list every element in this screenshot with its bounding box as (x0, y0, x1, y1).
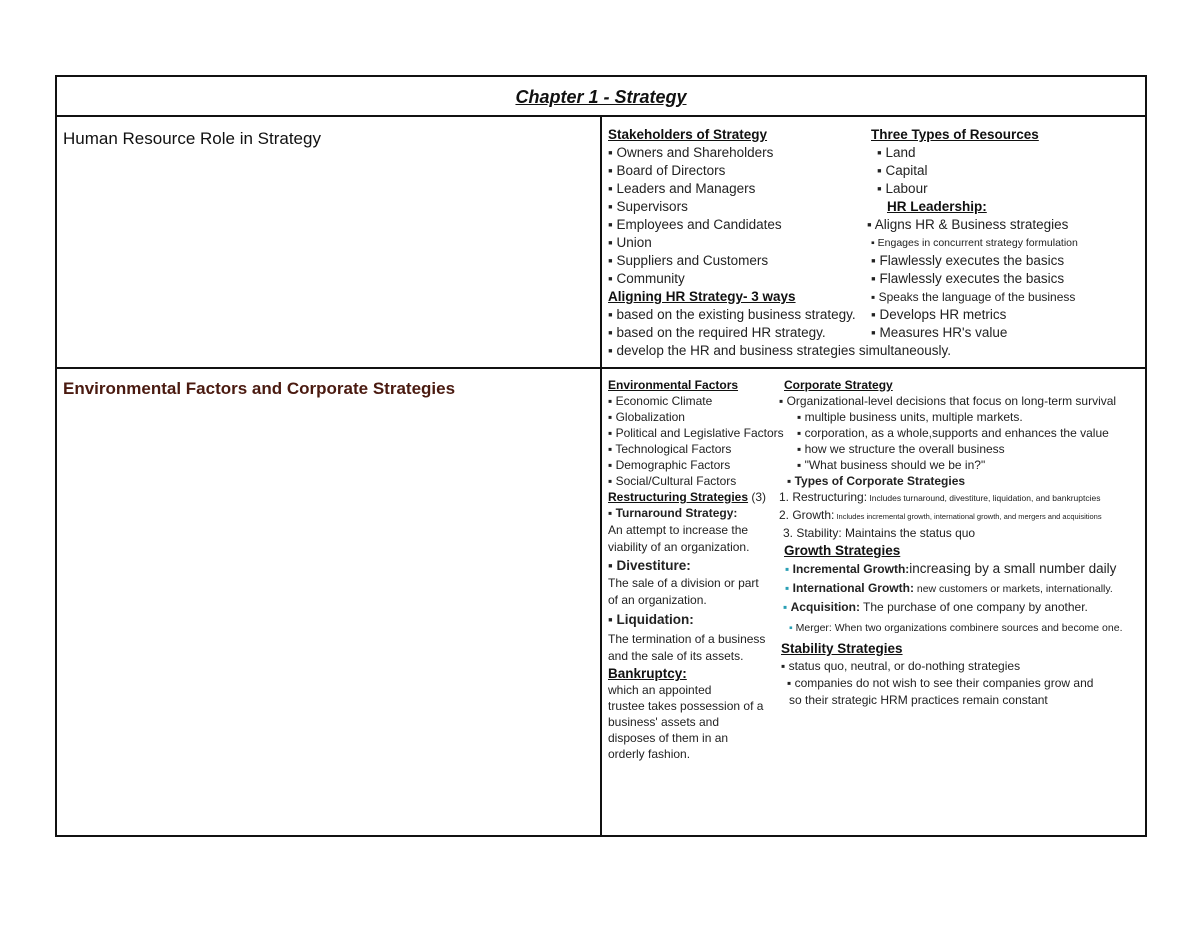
divestiture-desc: of an organization. (608, 593, 707, 607)
leadership-item: ▪ Speaks the language of the business (871, 290, 1076, 304)
stability-point: ▪ status quo, neutral, or do-nothing strategies (781, 659, 1021, 673)
resource-item: ▪ Capital (877, 163, 928, 178)
stability-point: ▪ companies do not wish to see their companies grow and (787, 676, 1094, 690)
corp-definition: ▪ Organizational-level decisions that focus on long-term survival (779, 394, 1117, 408)
chapter-title: Chapter 1 - Strategy (515, 87, 687, 107)
bankruptcy-desc: which an appointed (608, 683, 712, 697)
env-item: ▪ Globalization (608, 410, 685, 424)
stakeholder-item: ▪ Supervisors (608, 199, 688, 214)
aligning-heading: Aligning HR Strategy- 3 ways (608, 289, 796, 304)
stakeholder-item: ▪ Board of Directors (608, 163, 726, 178)
international-desc: new customers or markets, internationally. (913, 583, 1113, 595)
title-row (57, 77, 1145, 117)
bankruptcy-desc: orderly fashion. (608, 747, 691, 761)
resources-block (867, 126, 1078, 342)
stakeholder-item: ▪ Owners and Shareholders (608, 145, 774, 160)
merger-text: Merger: When two organizations combinere sources and become one. (795, 622, 1123, 634)
incremental-label: Incremental Growth: (792, 562, 910, 576)
international-growth (779, 579, 1123, 599)
bullet-icon: ▪ (783, 600, 788, 614)
type-note: Includes incremental growth, international growth, and mergers and acquisitions (834, 512, 1102, 521)
leadership-item: ▪ Flawlessly executes the basics (871, 271, 1065, 286)
env-item: ▪ Political and Legislative Factors (608, 426, 784, 440)
bankruptcy-desc: trustee takes possession of a (608, 699, 764, 713)
turnaround-desc: An attempt to increase the (608, 523, 749, 537)
corporate-block (779, 377, 1123, 709)
incremental-desc: increasing by a small number daily (909, 561, 1117, 576)
stakeholder-item: ▪ Employees and Candidates (608, 217, 782, 232)
env-item: ▪ Social/Cultural Factors (608, 474, 737, 488)
acquisition (779, 599, 1123, 616)
liquidation-desc: The termination of a business (608, 632, 766, 646)
resources-heading: Three Types of Resources (871, 127, 1039, 142)
leadership-item: ▪ Measures HR's value (871, 325, 1008, 340)
growth-heading: Growth Strategies (784, 543, 901, 558)
leadership-item: ▪ Aligns HR & Business strategies (867, 217, 1069, 232)
bullet-icon: ▪ (789, 622, 793, 634)
acquisition-label: Acquisition: (790, 600, 860, 614)
resource-item: ▪ Land (877, 145, 916, 160)
env-item: ▪ Economic Climate (608, 394, 713, 408)
divestiture-desc: The sale of a division or part (608, 576, 759, 590)
aligning-item: ▪ based on the existing business strategy. (608, 307, 856, 322)
chapter-table (55, 75, 1147, 837)
environmental-block (608, 377, 784, 762)
bullet-icon: ▪ (785, 562, 790, 576)
divestiture-label: ▪ Divestiture: (608, 558, 691, 573)
stakeholder-item: ▪ Union (608, 235, 652, 250)
leadership-item: ▪ Engages in concurrent strategy formulation (871, 237, 1078, 249)
aligning-item: ▪ develop the HR and business strategies simultaneously. (608, 343, 951, 358)
international-label: International Growth: (792, 581, 914, 595)
type-restructuring (779, 489, 1123, 507)
incremental-growth (779, 559, 1123, 579)
bankruptcy-heading: Bankruptcy: (608, 666, 687, 681)
stakeholder-item: ▪ Suppliers and Customers (608, 253, 769, 268)
env-item: ▪ Technological Factors (608, 442, 732, 456)
stability-heading: Stability Strategies (781, 641, 903, 656)
corp-heading: Corporate Strategy (784, 378, 893, 392)
corp-point: ▪ how we structure the overall business (797, 442, 1005, 456)
topic-hr-role: Human Resource Role in Strategy (63, 129, 321, 148)
column-divider (600, 117, 602, 835)
liquidation-desc: and the sale of its assets. (608, 649, 744, 663)
topic-environmental: Environmental Factors and Corporate Strategies (63, 379, 456, 398)
turnaround-label: ▪ Turnaround Strategy: (608, 506, 738, 520)
restructuring-count: (3) (748, 490, 767, 504)
bankruptcy-desc: business' assets and (608, 715, 720, 729)
type-growth (779, 507, 1123, 525)
type-stability: 3. Stability: Maintains the status quo (783, 526, 976, 540)
env-heading: Environmental Factors (608, 378, 739, 392)
bullet-icon: ▪ (785, 581, 790, 595)
corp-point: ▪ corporation, as a whole,supports and enhances the value (797, 426, 1109, 440)
liquidation-label: ▪ Liquidation: (608, 612, 694, 627)
types-heading: ▪ Types of Corporate Strategies (787, 474, 966, 488)
type-label: 2. Growth: (779, 508, 835, 522)
bankruptcy-desc: disposes of them in an (608, 731, 729, 745)
type-note: Includes turnaround, divestiture, liquidation, and bankruptcies (867, 493, 1101, 503)
corp-point: ▪ "What business should we be in?" (797, 458, 986, 472)
merger (779, 616, 1123, 640)
type-label: 1. Restructuring: (779, 490, 868, 504)
resource-item: ▪ Labour (877, 181, 928, 196)
acquisition-desc: The purchase of one company by another. (859, 600, 1088, 614)
stakeholder-item: ▪ Leaders and Managers (608, 181, 756, 196)
env-item: ▪ Demographic Factors (608, 458, 731, 472)
turnaround-desc: viability of an organization. (608, 540, 750, 554)
leadership-heading: HR Leadership: (887, 199, 987, 214)
aligning-item: ▪ based on the required HR strategy. (608, 325, 826, 340)
stability-point: so their strategic HRM practices remain constant (789, 693, 1048, 707)
leadership-item: ▪ Flawlessly executes the basics (871, 253, 1065, 268)
restructuring-line (608, 489, 784, 505)
corp-point: ▪ multiple business units, multiple markets. (797, 410, 1023, 424)
leadership-item: ▪ Develops HR metrics (871, 307, 1007, 322)
stakeholders-heading: Stakeholders of Strategy (608, 127, 768, 142)
restructuring-heading: Restructuring Strategies (608, 490, 749, 504)
stakeholder-item: ▪ Community (608, 271, 685, 286)
